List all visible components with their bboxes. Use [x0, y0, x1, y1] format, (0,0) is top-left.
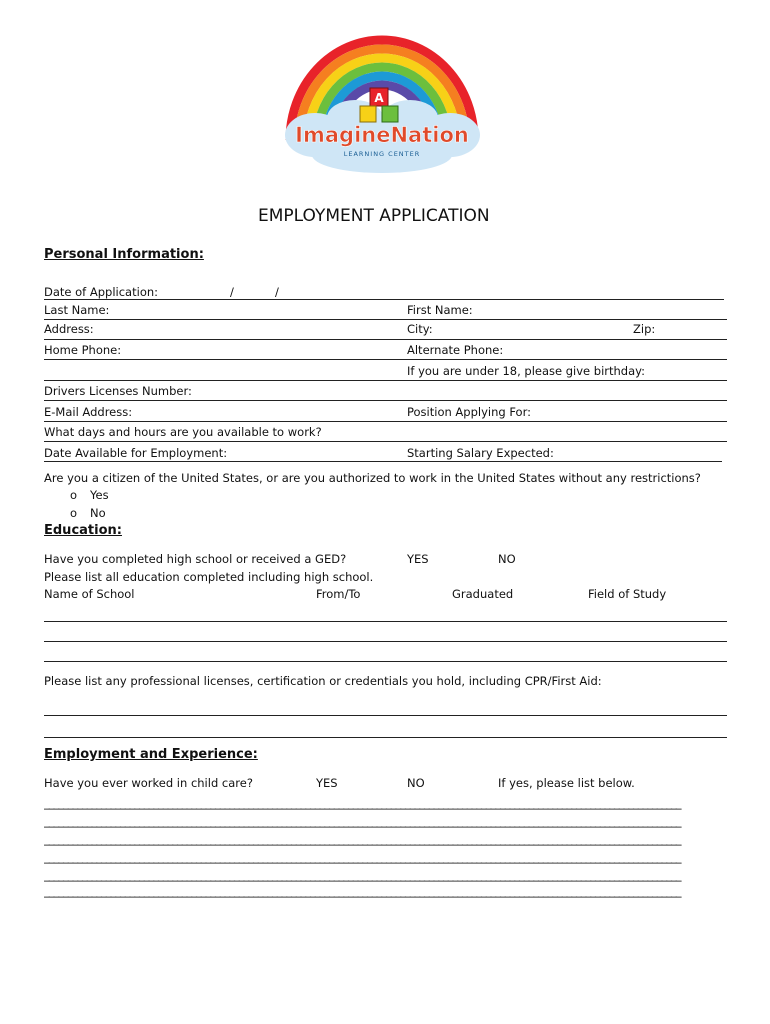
phone-field[interactable]: [44, 359, 727, 360]
salary-field[interactable]: [44, 461, 722, 462]
list-below-note: If yes, please list below.: [498, 776, 635, 790]
experience-line[interactable]: ______________________________________________________________________________________________________________________________________: [44, 832, 681, 846]
home-phone-label: Home Phone:: [44, 343, 122, 357]
col-from-to: From/To: [316, 587, 361, 601]
date-slash-1: /: [230, 285, 234, 299]
date-of-application-field[interactable]: [44, 299, 724, 300]
citizen-question: Are you a citizen of the United States, or are you authorized to work in the United States without any restrictions?: [44, 471, 701, 485]
experience-line[interactable]: ______________________________________________________________________________________________________________________________________: [44, 868, 681, 882]
education-line[interactable]: [44, 621, 727, 622]
availability-field[interactable]: [44, 441, 727, 442]
page-title: EMPLOYMENT APPLICATION: [258, 206, 490, 226]
availability-label: What days and hours are you available to work?: [44, 425, 322, 439]
option-bullet-yes[interactable]: o: [70, 488, 78, 502]
city-label: City:: [407, 322, 433, 336]
date-of-application-label: Date of Application:: [44, 285, 159, 299]
section-heading-education: Education:: [44, 523, 122, 538]
salary-label: Starting Salary Expected:: [407, 446, 554, 460]
licenses-prompt: Please list any professional licenses, certification or credentials you hold, including CPR/First Aid:: [44, 674, 602, 688]
child-care-question: Have you ever worked in child care?: [44, 776, 253, 790]
child-care-yes-option[interactable]: YES: [316, 776, 338, 790]
first-name-label: First Name:: [407, 303, 473, 317]
option-bullet-no[interactable]: o: [70, 506, 78, 520]
ged-question: Have you completed high school or received a GED?: [44, 552, 347, 566]
birthday-label: If you are under 18, please give birthday:: [407, 364, 645, 378]
logo: [270, 10, 495, 180]
child-care-no-option[interactable]: NO: [407, 776, 425, 790]
date-slash-2: /: [275, 285, 279, 299]
education-line[interactable]: [44, 661, 727, 662]
address-label: Address:: [44, 322, 94, 336]
drivers-license-label: Drivers Licenses Number:: [44, 384, 192, 398]
email-label: E-Mail Address:: [44, 405, 133, 419]
col-graduated: Graduated: [452, 587, 514, 601]
brand-name: ImagineNation: [295, 123, 469, 147]
last-name-label: Last Name:: [44, 303, 110, 317]
option-yes-label: Yes: [90, 488, 109, 502]
licenses-line[interactable]: [44, 715, 727, 716]
date-available-label: Date Available for Employment:: [44, 446, 228, 460]
option-no-label: No: [90, 506, 106, 520]
col-name-of-school: Name of School: [44, 587, 135, 601]
email-field[interactable]: [44, 421, 727, 422]
experience-line[interactable]: ______________________________________________________________________________________________________________________________________: [44, 796, 681, 810]
rainbow-logo-icon: [270, 10, 495, 180]
ged-no-option[interactable]: NO: [498, 552, 516, 566]
education-list-prompt: Please list all education completed including high school.: [44, 570, 374, 584]
section-heading-employment: Employment and Experience:: [44, 747, 258, 762]
zip-label: Zip:: [633, 322, 656, 336]
position-label: Position Applying For:: [407, 405, 531, 419]
experience-line[interactable]: ______________________________________________________________________________________________________________________________________: [44, 814, 681, 828]
name-field[interactable]: [44, 319, 727, 320]
experience-line[interactable]: ______________________________________________________________________________________________________________________________________: [44, 884, 681, 898]
address-field[interactable]: [44, 339, 727, 340]
drivers-license-field[interactable]: [44, 400, 727, 401]
licenses-line[interactable]: [44, 737, 727, 738]
col-field-of-study: Field of Study: [588, 587, 667, 601]
education-line[interactable]: [44, 641, 727, 642]
alternate-phone-label: Alternate Phone:: [407, 343, 504, 357]
experience-line[interactable]: ______________________________________________________________________________________________________________________________________: [44, 850, 681, 864]
section-heading-personal: Personal Information:: [44, 247, 204, 262]
ged-yes-option[interactable]: YES: [407, 552, 429, 566]
birthday-field[interactable]: [44, 380, 727, 381]
block-letter: A: [374, 91, 384, 105]
brand-tagline: LEARNING CENTER: [343, 150, 421, 158]
